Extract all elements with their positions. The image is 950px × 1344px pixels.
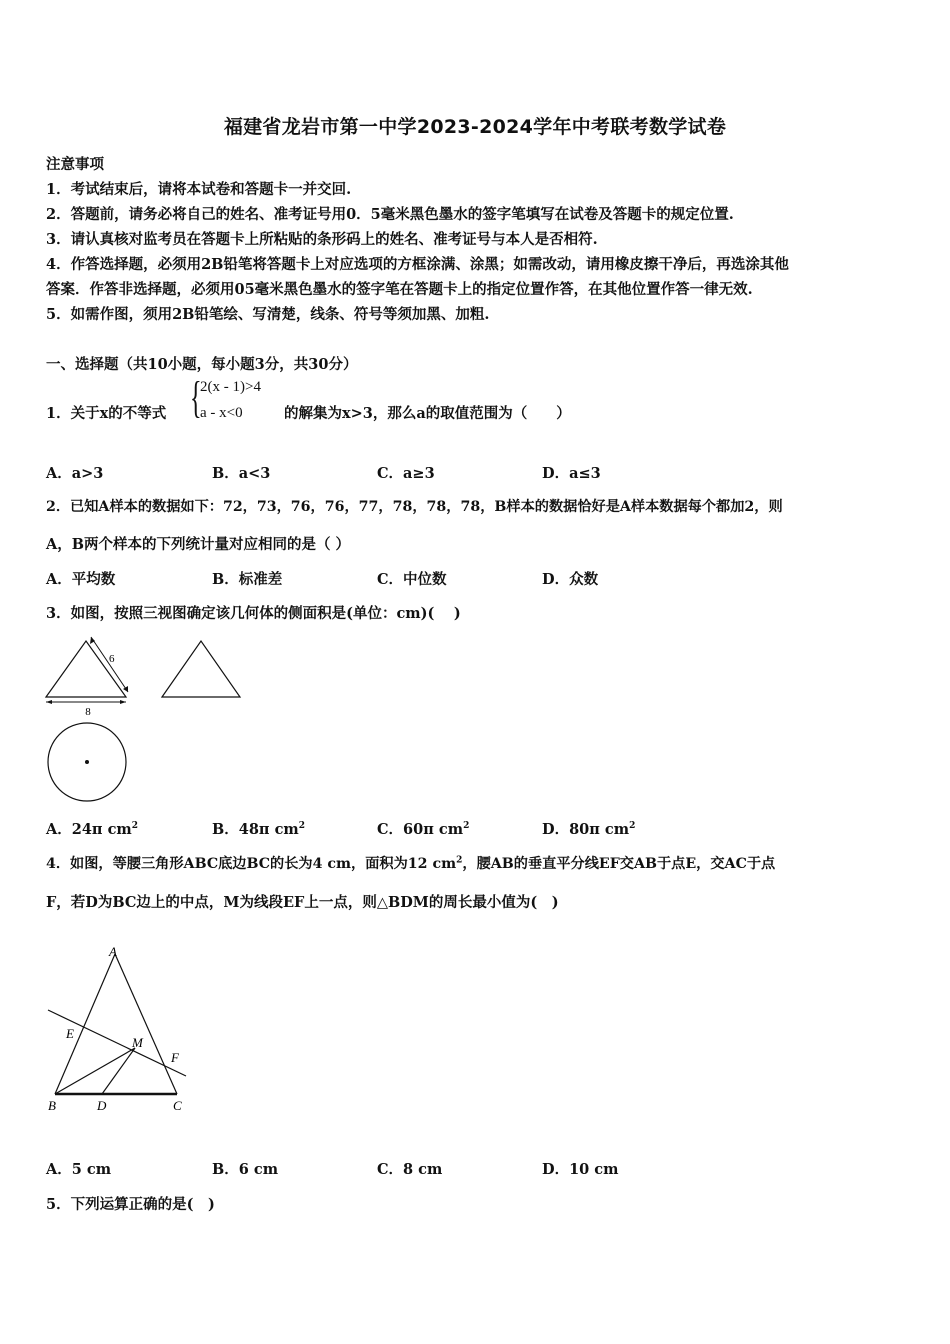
notice-line-4: 4．作答选择题，必须用2B铅笔将答题卡上对应选项的方框涂满、涂黑；如需改动，请用橡皮擦干净后，再选涂其他 — [46, 256, 789, 273]
q1-prefix: 1．关于x的不等式 — [46, 405, 167, 422]
q1-option-b: B．a<3 — [212, 465, 271, 482]
q1-inequality-system — [190, 373, 280, 427]
q4-label-b: B — [48, 1098, 56, 1113]
notice-line-3: 3．请认真核对监考员在答题卡上所粘贴的条形码上的姓名、准考证号与本人是否相符. — [46, 231, 598, 248]
q3-circle-center-dot — [85, 760, 89, 764]
q4-label-m: M — [132, 1035, 143, 1050]
q4-label-a: A — [109, 944, 117, 959]
q3-option-a-text: A．24π cm — [46, 821, 132, 838]
q3-option-b — [212, 818, 305, 839]
q2-option-c: C．中位数 — [377, 571, 447, 588]
q3-arrowhead-left — [46, 700, 52, 704]
q4-line-1 — [46, 853, 775, 873]
q1-option-c: C．a≥3 — [377, 465, 435, 482]
q1-brace: { — [190, 373, 202, 422]
q3-option-a — [46, 818, 138, 839]
q4-label-f: F — [171, 1050, 179, 1065]
q3-arrowhead-bottom — [123, 686, 128, 692]
q3-side-view-triangle — [162, 641, 240, 697]
q2-line-2: A，B两个样本的下列统计量对应相同的是（ ） — [46, 536, 351, 553]
notice-line-1: 1．考试结束后，请将本试卷和答题卡一并交回. — [46, 181, 352, 198]
q3-option-d-text: D．80π cm — [542, 821, 630, 838]
q3-option-c-sup: 2 — [463, 821, 470, 832]
q4-line-1-a: 4．如图，等腰三角形ABC底边BC的长为4 cm，面积为12 cm — [46, 856, 457, 872]
q4-side-ac — [115, 954, 177, 1094]
q3-option-b-sup: 2 — [298, 821, 306, 832]
q3-text: 3．如图，按照三视图确定该几何体的侧面积是(单位：cm)( ) — [46, 605, 461, 622]
q3-option-d-sup: 2 — [629, 821, 636, 832]
q4-side-ab — [55, 954, 115, 1094]
q4-label-e: E — [66, 1026, 74, 1041]
page-title: 福建省龙岩市第一中学2023-2024学年中考联考数学试卷 — [223, 116, 727, 138]
q4-segment-dm — [102, 1048, 135, 1094]
q4-line-2: F，若D为BC边上的中点，M为线段EF上一点，则△BDM的周长最小值为( ) — [46, 894, 559, 911]
q4-line-1-sup: 2 — [456, 855, 463, 866]
q4-option-c: C．8 cm — [377, 1161, 443, 1178]
q1-inequality-1: 2(x - 1)>4 — [200, 379, 261, 395]
q4-option-d: D．10 cm — [542, 1161, 619, 1178]
q4-triangle-figure — [40, 940, 200, 1125]
q2-option-b: B．标准差 — [212, 571, 283, 588]
section-heading: 一、选择题（共10小题，每小题3分，共30分） — [46, 356, 358, 373]
q4-line-ef — [48, 1010, 186, 1076]
q1-option-d: D．a≤3 — [542, 465, 601, 482]
q3-three-view-figure — [40, 635, 250, 805]
q3-option-d — [542, 818, 635, 839]
q1-suffix: 的解集为x>3，那么a的取值范围为（ ） — [284, 405, 571, 422]
q3-option-c-text: C．60π cm — [377, 821, 464, 838]
q1-option-a: A．a>3 — [46, 465, 104, 482]
q5-text: 5．下列运算正确的是( ) — [46, 1196, 215, 1213]
q2-option-a: A．平均数 — [46, 571, 116, 588]
notice-line-6: 5．如需作图，须用2B铅笔绘、写清楚，线条、符号等须加黑、加粗. — [46, 306, 490, 323]
q3-option-c — [377, 818, 469, 839]
q4-label-d: D — [97, 1098, 107, 1113]
q4-line-1-b: ，腰AB的垂直平分线EF交AB于点E，交AC于点 — [462, 856, 776, 872]
notice-line-2: 2．答题前，请务必将自己的姓名、准考证号用0．5毫米黑色墨水的签字笔填写在试卷及答题卡的规定位置. — [46, 206, 734, 223]
q4-label-c: C — [173, 1098, 182, 1113]
q3-base-label: 8 — [85, 706, 91, 718]
notice-heading: 注意事项 — [46, 156, 104, 173]
q3-option-a-sup: 2 — [131, 821, 139, 832]
q2-line-1: 2．已知A样本的数据如下：72，73，76，76，77，78，78，78，B样本的数据恰好是A样本数据每个都加2，则 — [46, 499, 783, 515]
q1-inequality-2: a - x<0 — [200, 405, 243, 421]
q3-front-view-triangle — [46, 641, 126, 697]
q3-option-b-text: B．48π cm — [212, 821, 299, 838]
q2-option-d: D．众数 — [542, 571, 599, 588]
notice-line-5: 答案．作答非选择题，必须用05毫米黑色墨水的签字笔在答题卡上的指定位置作答，在其他位置作答一律无效. — [46, 281, 753, 298]
q3-arrowhead-top — [90, 637, 95, 644]
q3-slant-label: 6 — [109, 653, 115, 665]
q3-arrowhead-right — [120, 700, 126, 704]
q4-segment-bm — [55, 1048, 135, 1094]
q4-option-a: A．5 cm — [46, 1161, 112, 1178]
q4-option-b: B．6 cm — [212, 1161, 279, 1178]
